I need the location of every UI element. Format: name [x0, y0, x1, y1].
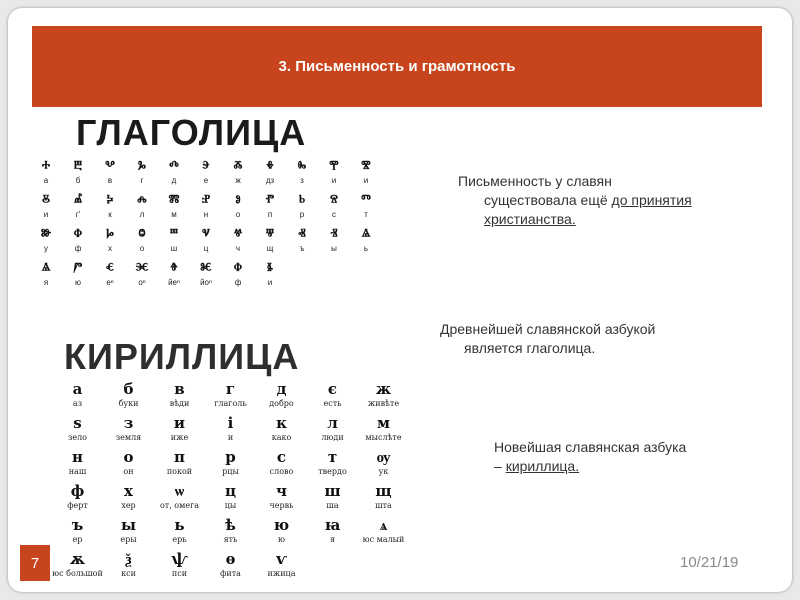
- cyrillic-letter-glyph: ѣ: [225, 516, 236, 534]
- cyrillic-letter: [358, 482, 409, 516]
- glagolitic-row: [30, 224, 382, 258]
- glagolitic-letter-glyph: ⱋ: [265, 225, 275, 243]
- cyrillic-letter-glyph: ѧ: [379, 516, 388, 534]
- cyrillic-letter: [205, 516, 256, 550]
- glagolitic-letter-glyph: ⱖ: [170, 259, 178, 277]
- cyrillic-letter: [307, 516, 358, 550]
- cyrillic-letter-glyph: л: [327, 414, 338, 432]
- glagolitic-letter: [62, 190, 94, 224]
- glagolitic-letter-glyph: ⱉ: [138, 225, 146, 243]
- cyrillic-letter-name: пси: [171, 569, 188, 578]
- cyrillic-letter-glyph: є: [327, 380, 338, 398]
- cyrillic-letter-glyph: б: [123, 380, 134, 398]
- cyrillic-letter: [52, 482, 103, 516]
- cyrillic-letter: [154, 516, 205, 550]
- cyrillic-letter-glyph: ю: [273, 516, 290, 534]
- glagolitic-letter-name: щ: [266, 244, 274, 253]
- glagolitic-letter-name: г: [140, 176, 144, 185]
- glagolitic-letter-name: еⁿ: [106, 278, 114, 287]
- cyrillic-letter: [307, 380, 358, 414]
- glagolitic-letter: [158, 156, 190, 190]
- text-block-2-line1: Древнейшей славянской азбукой: [440, 321, 656, 337]
- cyrillic-letter-name: цы: [224, 501, 237, 510]
- glagolitic-letter-glyph: ⰱ: [73, 157, 83, 175]
- glagolitic-letter: [222, 156, 254, 190]
- cyrillic-letter-name: люди: [321, 433, 344, 442]
- cyrillic-letter-glyph: ь: [174, 516, 185, 534]
- cyrillic-letter: [154, 414, 205, 448]
- text-block-1-line2: существовала ещё: [484, 192, 612, 208]
- cyrillic-letter-name: вѣди: [169, 399, 190, 408]
- cyrillic-letter: [103, 516, 154, 550]
- glagolitic-letter-glyph: ⱅ: [361, 191, 371, 209]
- glagolitic-letter: [318, 190, 350, 224]
- cyrillic-letter-name: земля: [115, 433, 142, 442]
- cyrillic-letter-name: фита: [220, 569, 241, 578]
- text-block-3-link: кириллица.: [505, 458, 580, 474]
- cyrillic-letter-name: ферт: [67, 501, 88, 510]
- glagolitic-letter: [350, 156, 382, 190]
- cyrillic-letter: [205, 414, 256, 448]
- cyrillic-letter-glyph: ѵ: [275, 550, 288, 568]
- cyrillic-letter: [205, 448, 256, 482]
- cyrillic-letter-glyph: ц: [224, 482, 237, 500]
- glagolitic-letter-glyph: ⱇ: [73, 225, 83, 243]
- glagolitic-letter-glyph: ⰺ: [361, 157, 371, 175]
- glagolitic-letter-glyph: ⱐ: [330, 225, 338, 243]
- glagolitic-letter-glyph: ⱑ: [41, 259, 51, 277]
- cyrillic-letter: [256, 448, 307, 482]
- glagolitic-letter: [350, 190, 382, 224]
- slide-date: 10/21/19: [680, 554, 739, 571]
- cyrillic-letter-name: твердо: [318, 467, 347, 476]
- glagolitic-letter: [94, 224, 126, 258]
- cyrillic-letter-glyph: ѳ: [225, 550, 236, 568]
- glagolitic-letter-glyph: ⱄ: [330, 191, 338, 209]
- cyrillic-letter-name: живѣте: [367, 399, 400, 408]
- glagolitic-letter: [126, 156, 158, 190]
- glagolitic-letter-glyph: ⰶ: [233, 157, 243, 175]
- glagolitic-letter: [222, 258, 254, 292]
- cyrillic-letter: [358, 516, 409, 550]
- cyrillic-letter: [103, 550, 154, 584]
- cyrillic-letter-name: есть: [323, 399, 342, 408]
- glagolitic-letter-name: в: [107, 176, 113, 185]
- glagolitic-letter-name: я: [43, 278, 49, 287]
- text-block-2: [440, 320, 780, 358]
- cyrillic-letter: [103, 380, 154, 414]
- glagolitic-letter: [94, 190, 126, 224]
- cyrillic-letter-glyph: м: [376, 414, 391, 432]
- cyrillic-letter: [103, 482, 154, 516]
- glagolitic-letter-name: ы: [331, 244, 337, 253]
- glagolitic-letter-name: ц: [203, 244, 209, 253]
- glagolitic-letter: [254, 258, 286, 292]
- cyrillic-letter: [307, 414, 358, 448]
- cyrillic-letter-glyph: ж: [375, 380, 392, 398]
- cyrillic-letter: [52, 380, 103, 414]
- text-block-3: [494, 438, 784, 476]
- glagolitic-letter: [30, 224, 62, 258]
- glagolitic-letter-name: п: [267, 210, 273, 219]
- glagolitic-letter-name: ь: [363, 244, 369, 253]
- glagolitic-letter-name: у: [44, 244, 48, 253]
- glagolitic-letter: [286, 190, 318, 224]
- glagolitic-letter-name: д: [171, 176, 177, 185]
- glagolitic-letter-name: ш: [170, 244, 178, 253]
- glagolitic-letter: [350, 224, 382, 258]
- cyrillic-letter: [256, 550, 307, 584]
- glagolitic-letter: [30, 258, 62, 292]
- cyrillic-letter-name: ук: [378, 467, 389, 476]
- glagolitic-letter-name: и: [363, 176, 369, 185]
- glagolitic-letter: [286, 224, 318, 258]
- cyrillic-row: [52, 448, 409, 482]
- glagolitic-letter-name: ю: [75, 278, 81, 287]
- cyrillic-letter-glyph: к: [276, 414, 287, 432]
- cyrillic-letter: [103, 414, 154, 448]
- glagolitic-letter-name: х: [108, 244, 112, 253]
- glagolitic-title: ГЛАГОЛИЦА: [76, 112, 307, 153]
- text-block-2-line2: является глаголица.: [464, 340, 596, 356]
- cyrillic-letter-name: ю: [278, 535, 285, 544]
- glagolitic-letter-name: н: [203, 210, 209, 219]
- cyrillic-letter-name: иже: [170, 433, 189, 442]
- cyrillic-letter-name: ер: [72, 535, 83, 544]
- cyrillic-letter-name: ять: [223, 535, 238, 544]
- glagolitic-letter-name: и: [43, 210, 49, 219]
- cyrillic-letter-name: юс малый: [362, 535, 405, 544]
- cyrillic-letter: [103, 448, 154, 482]
- glagolitic-letter: [30, 190, 62, 224]
- glagolitic-letter-name: г': [75, 210, 81, 219]
- cyrillic-letter-name: добро: [269, 399, 294, 408]
- cyrillic-letter: [52, 550, 103, 584]
- slide-number: 7: [20, 545, 50, 581]
- glagolitic-letter: [94, 156, 126, 190]
- cyrillic-letter-glyph: ч: [276, 482, 287, 500]
- cyrillic-alphabet-table: [52, 380, 409, 584]
- cyrillic-letter: [52, 414, 103, 448]
- glagolitic-letter: [126, 190, 158, 224]
- cyrillic-letter-name: како: [271, 433, 292, 442]
- glagolitic-letter: [190, 190, 222, 224]
- glagolitic-letter-name: ф: [234, 278, 242, 287]
- glagolitic-letter-glyph: ⱌ: [202, 225, 210, 243]
- cyrillic-letter-glyph: п: [174, 448, 185, 466]
- glagolitic-letter-glyph: ⱏ: [298, 225, 306, 243]
- glagolitic-letter: [158, 190, 190, 224]
- cyrillic-letter: [358, 380, 409, 414]
- glagolitic-letter-glyph: ⱈ: [106, 225, 114, 243]
- cyrillic-letter-name: я: [329, 535, 336, 544]
- glagolitic-letter-name: о: [139, 244, 145, 253]
- cyrillic-letter-glyph: ш: [324, 482, 341, 500]
- glagolitic-letter-glyph: ⰽ: [106, 191, 114, 209]
- glagolitic-alphabet-table: [30, 156, 382, 292]
- cyrillic-letter-glyph: з: [123, 414, 134, 432]
- cyrillic-letter-name: буки: [118, 399, 139, 408]
- glagolitic-letter-glyph: ⱂ: [265, 191, 275, 209]
- glagolitic-letter-glyph: ⰼ: [73, 191, 83, 209]
- cyrillic-letter-glyph: н: [72, 448, 83, 466]
- cyrillic-letter-name: кси: [121, 569, 136, 578]
- glagolitic-letter-glyph: ⱃ: [298, 191, 306, 209]
- cyrillic-letter-name: слово: [269, 467, 294, 476]
- glagolitic-letter-glyph: ⰴ: [169, 157, 179, 175]
- cyrillic-letter: [205, 380, 256, 414]
- cyrillic-letter-glyph: щ: [375, 482, 392, 500]
- text-block-1-link-cont: христианства.: [484, 211, 576, 227]
- glagolitic-letter: [222, 190, 254, 224]
- cyrillic-letter-name: глаголь: [214, 399, 247, 408]
- cyrillic-letter-name: ерь: [172, 535, 187, 544]
- cyrillic-letter: [358, 448, 409, 482]
- cyrillic-letter-glyph: т: [327, 448, 338, 466]
- cyrillic-letter: [307, 448, 358, 482]
- glagolitic-letter-name: ч: [235, 244, 241, 253]
- cyrillic-letter-glyph: ѡ: [174, 482, 185, 500]
- glagolitic-letter: [286, 156, 318, 190]
- glagolitic-letter-glyph: ⰳ: [138, 157, 146, 175]
- glagolitic-letter-glyph: ⱗ: [135, 259, 149, 277]
- glagolitic-letter-name: о: [235, 210, 241, 219]
- glagolitic-letter-glyph: ⱘ: [200, 259, 212, 277]
- glagolitic-letter-name: м: [171, 210, 177, 219]
- glagolitic-letter: [318, 156, 350, 190]
- glagolitic-letter-glyph: ⱆ: [40, 225, 52, 243]
- text-block-3-line1: Новейшая славянская азбука: [494, 439, 687, 455]
- cyrillic-letter-glyph: ѯ: [125, 550, 132, 568]
- cyrillic-letter-glyph: х: [124, 482, 133, 500]
- glagolitic-letter: [158, 224, 190, 258]
- glagolitic-letter-name: л: [139, 210, 145, 219]
- cyrillic-letter-glyph: р: [225, 448, 236, 466]
- glagolitic-letter: [254, 156, 286, 190]
- glagolitic-letter-glyph: ⱎ: [169, 225, 179, 243]
- cyrillic-letter-glyph: ы: [120, 516, 137, 534]
- header-bar: [32, 26, 762, 107]
- glagolitic-letter-name: б: [75, 176, 81, 185]
- glagolitic-letter: [30, 156, 62, 190]
- glagolitic-letter: [126, 258, 158, 292]
- cyrillic-letter-name: хер: [121, 501, 136, 510]
- cyrillic-letter: [307, 482, 358, 516]
- glagolitic-letter-glyph: ⰾ: [137, 191, 147, 209]
- text-block-3-dash: –: [494, 458, 506, 474]
- cyrillic-letter: [154, 482, 205, 516]
- text-block-1-line1: Письменность у славян: [458, 173, 612, 189]
- glagolitic-letter-name: и: [331, 176, 337, 185]
- glagolitic-letter-name: с: [332, 210, 336, 219]
- cyrillic-letter: [154, 448, 205, 482]
- glagolitic-letter-name: р: [299, 210, 305, 219]
- cyrillic-letter-name: аз: [72, 399, 83, 408]
- glagolitic-letter: [62, 224, 94, 258]
- text-block-1: [458, 172, 778, 229]
- glagolitic-letter-glyph: ⰿ: [168, 191, 180, 209]
- cyrillic-letter-glyph: ѱ: [171, 550, 188, 568]
- cyrillic-letter-glyph: а: [72, 380, 83, 398]
- cyrillic-letter-name: еры: [120, 535, 137, 544]
- cyrillic-letter-glyph: ф: [70, 482, 85, 500]
- cyrillic-letter-name: ша: [326, 501, 339, 510]
- cyrillic-letter-name: наш: [68, 467, 87, 476]
- glagolitic-letter-name: з: [300, 176, 304, 185]
- glagolitic-letter-glyph: ⱁ: [235, 191, 241, 209]
- cyrillic-letter-name: рцы: [222, 467, 239, 476]
- glagolitic-letter: [254, 190, 286, 224]
- glagolitic-letter-glyph: ⱍ: [233, 225, 243, 243]
- cyrillic-letter-name: червь: [269, 501, 294, 510]
- cyrillic-row: [52, 482, 409, 516]
- cyrillic-letter-glyph: і: [227, 414, 234, 432]
- cyrillic-letter-name: покой: [166, 467, 193, 476]
- cyrillic-letter: [52, 448, 103, 482]
- glagolitic-letter-glyph: ⱓ: [73, 259, 83, 277]
- cyrillic-letter: [358, 414, 409, 448]
- cyrillic-letter: [256, 380, 307, 414]
- glagolitic-letter-name: ж: [235, 176, 241, 185]
- cyrillic-letter-name: мыслѣте: [365, 433, 402, 442]
- cyrillic-letter-glyph: ъ: [71, 516, 84, 534]
- glagolitic-letter-name: оⁿ: [138, 278, 146, 287]
- glagolitic-letter-name: дз: [265, 176, 275, 185]
- cyrillic-letter-glyph: в: [174, 380, 185, 398]
- glagolitic-row: [30, 156, 382, 190]
- glagolitic-letter: [222, 224, 254, 258]
- glagolitic-letter-name: к: [108, 210, 112, 219]
- cyrillic-letter-glyph: ѫ: [69, 550, 86, 568]
- glagolitic-letter-name: йеⁿ: [168, 278, 180, 287]
- cyrillic-letter: [256, 516, 307, 550]
- cyrillic-letter-name: юс большой: [52, 569, 103, 578]
- glagolitic-letter-name: йоⁿ: [200, 278, 212, 287]
- cyrillic-letter-glyph: с: [276, 448, 287, 466]
- cyrillic-letter-glyph: ꙗ: [324, 516, 341, 534]
- cyrillic-letter-glyph: о: [123, 448, 134, 466]
- cyrillic-title: КИРИЛЛИЦА: [64, 336, 300, 377]
- glagolitic-letter-glyph: ⰷ: [266, 157, 274, 175]
- glagolitic-letter-glyph: ⱇ: [233, 259, 243, 277]
- cyrillic-row: [52, 414, 409, 448]
- cyrillic-letter-name: и: [227, 433, 234, 442]
- glagolitic-row: [30, 258, 382, 292]
- glagolitic-letter-name: а: [43, 176, 49, 185]
- glagolitic-row: [30, 190, 382, 224]
- cyrillic-letter-name: зело: [68, 433, 87, 442]
- cyrillic-letter: [256, 482, 307, 516]
- cyrillic-letter-name: ижица: [267, 569, 296, 578]
- glagolitic-letter: [62, 156, 94, 190]
- glagolitic-letter-glyph: ⱀ: [201, 191, 211, 209]
- glagolitic-letter: [158, 258, 190, 292]
- glagolitic-letter-glyph: ⰵ: [202, 157, 210, 175]
- glagolitic-letter-name: т: [364, 210, 368, 219]
- cyrillic-row: [52, 516, 409, 550]
- glagolitic-letter: [190, 156, 222, 190]
- glagolitic-letter-glyph: ⰸ: [297, 157, 307, 175]
- cyrillic-letter-glyph: д: [276, 380, 287, 398]
- glagolitic-letter-glyph: ⰲ: [105, 157, 115, 175]
- header-title: 3. Письменность и грамотность: [278, 58, 516, 75]
- cyrillic-letter-glyph: ѕ: [73, 414, 82, 432]
- cyrillic-letter-name: шта: [375, 501, 392, 510]
- glagolitic-letter-name: ъ: [299, 244, 305, 253]
- glagolitic-letter-name: е: [203, 176, 209, 185]
- glagolitic-letter-name: и: [267, 278, 273, 287]
- cyrillic-letter: [205, 550, 256, 584]
- glagolitic-letter: [94, 258, 126, 292]
- glagolitic-letter-glyph: ⱑ: [361, 225, 371, 243]
- cyrillic-letter-glyph: г: [225, 380, 236, 398]
- cyrillic-letter: [154, 550, 205, 584]
- glagolitic-letter-glyph: ⰰ: [41, 157, 51, 175]
- cyrillic-letter: [52, 516, 103, 550]
- text-block-1-link: до принятия: [611, 192, 692, 208]
- glagolitic-letter-glyph: ⱛ: [267, 259, 273, 277]
- cyrillic-letter-glyph: ѹ: [376, 448, 391, 466]
- cyrillic-letter-name: он: [123, 467, 134, 476]
- glagolitic-letter: [254, 224, 286, 258]
- glagolitic-letter: [190, 224, 222, 258]
- cyrillic-letter: [205, 482, 256, 516]
- cyrillic-letter-glyph: и: [173, 414, 186, 432]
- glagolitic-letter-glyph: ⰹ: [329, 157, 339, 175]
- glagolitic-letter: [190, 258, 222, 292]
- glagolitic-letter-name: ф: [74, 244, 82, 253]
- glagolitic-letter: [126, 224, 158, 258]
- glagolitic-letter: [62, 258, 94, 292]
- glagolitic-letter: [318, 224, 350, 258]
- cyrillic-letter-name: от, омега: [159, 501, 200, 510]
- cyrillic-row: [52, 550, 409, 584]
- glagolitic-letter-glyph: ⱔ: [106, 259, 114, 277]
- cyrillic-letter: [154, 380, 205, 414]
- glagolitic-letter-glyph: ⰻ: [42, 191, 50, 209]
- cyrillic-letter: [256, 414, 307, 448]
- cyrillic-row: [52, 380, 409, 414]
